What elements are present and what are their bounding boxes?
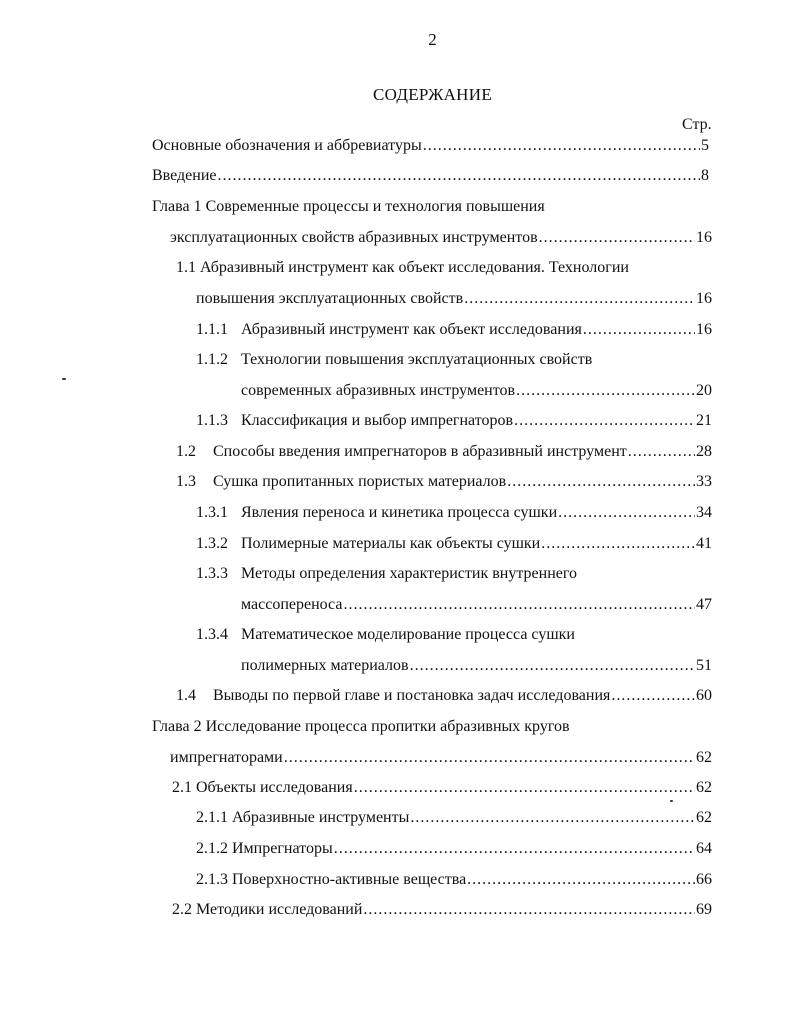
toc-entry-page: 62 <box>696 809 712 826</box>
dot-leader <box>541 534 695 554</box>
toc-entry <box>196 411 712 431</box>
toc-entry-heading-text: Технологии повышения эксплуатационных свойств <box>241 351 593 368</box>
toc-entry-title: массопереноса <box>241 596 343 613</box>
toc-entry-heading-text: Математическое моделирование процесса сушки <box>241 626 575 643</box>
toc-entry <box>176 442 712 462</box>
toc-entry-title: импрегнаторами <box>170 749 283 766</box>
toc-entry-page: 16 <box>696 229 712 246</box>
dot-leader <box>284 748 695 768</box>
toc-entry-title: 2.1.1 Абразивные инструменты <box>196 809 410 826</box>
toc-entry-title: Классификация и выбор импрегнаторов <box>241 412 514 429</box>
scan-speck <box>62 378 66 380</box>
toc-entry-title: Явления переноса и кинетика процесса сушки <box>241 504 558 521</box>
toc-entry-page: 66 <box>696 871 712 888</box>
toc-entry-number: 1.1.1 <box>196 321 228 338</box>
toc-entry-page: 62 <box>696 749 712 766</box>
toc-entry-heading-line <box>196 350 592 370</box>
toc-entry-heading-line <box>196 564 577 584</box>
toc-entry <box>176 472 712 492</box>
toc-entry-title: 2.1 Объекты исследования <box>172 779 353 796</box>
toc-entry <box>176 686 712 706</box>
dot-leader <box>507 472 695 492</box>
toc-entry-title: Способы введения импрегнаторов в абразивный инструмент <box>213 443 627 460</box>
toc-entry <box>196 870 712 890</box>
toc-entry-heading-line: Глава 1 Современные процессы и технология повышения <box>152 198 545 215</box>
toc-entry-page: 41 <box>696 535 712 552</box>
toc-entry <box>196 320 712 340</box>
scan-speck <box>670 800 673 802</box>
toc-entry <box>196 534 712 554</box>
toc-entry <box>172 900 712 920</box>
toc-entry <box>241 656 712 676</box>
dot-leader <box>467 870 695 890</box>
page-column-label: Стр. <box>682 116 712 133</box>
toc-entry-page: 16 <box>696 321 712 338</box>
toc-entry-number: 1.1.3 <box>196 412 228 429</box>
dot-leader <box>363 900 695 920</box>
toc-entry <box>196 839 712 859</box>
dot-leader <box>628 442 695 462</box>
toc-entry <box>241 381 712 401</box>
toc-entry-title: Полимерные материалы как объекты сушки <box>241 535 541 552</box>
toc-entry-number: 1.4 <box>176 687 196 704</box>
toc-entry-title: Сушка пропитанных пористых материалов <box>213 473 507 490</box>
toc-entry-number: 1.2 <box>176 443 196 460</box>
dot-leader <box>343 595 695 615</box>
toc-entry-heading-line: 1.1 Абразивный инструмент как объект исследования. Технологии <box>176 259 629 276</box>
toc-entry-page: 16 <box>696 290 712 307</box>
toc-entry-number: 1.1.2 <box>196 351 228 368</box>
toc-entry-page: 28 <box>696 443 712 460</box>
toc-entry-page: 60 <box>696 687 712 704</box>
toc-entry-title: полимерных материалов <box>241 657 409 674</box>
dot-leader <box>218 166 701 186</box>
toc-entry-heading-text: Методы определения характеристик внутреннего <box>241 565 578 582</box>
toc-entry <box>172 778 712 798</box>
toc-entry-title: Выводы по первой главе и постановка задач исследования <box>213 687 611 704</box>
toc-entry-title: повышения эксплуатационных свойств <box>196 290 464 307</box>
toc-entry-title: Основные обозначения и аббревиатуры <box>152 137 422 154</box>
dot-leader <box>410 656 695 676</box>
dot-leader <box>583 320 695 340</box>
toc-entry-title: Абразивный инструмент как объект исследования <box>241 321 582 338</box>
toc-entry-page: 47 <box>696 596 712 613</box>
dot-leader <box>410 808 695 828</box>
toc-entry-title: Введение <box>152 167 217 184</box>
dot-leader <box>514 411 695 431</box>
toc-entry <box>170 748 712 768</box>
toc-entry <box>196 808 712 828</box>
toc-entry-number: 1.3 <box>176 473 196 490</box>
dot-leader <box>558 503 695 523</box>
toc-entry-page: 5 <box>701 137 709 154</box>
toc-entry-page: 34 <box>696 504 712 521</box>
dot-leader <box>464 289 695 309</box>
toc-entry <box>170 228 712 248</box>
dot-leader <box>516 381 695 401</box>
toc-entry-heading-line <box>196 625 575 645</box>
toc-entry <box>152 166 709 186</box>
toc-entry-page: 8 <box>701 167 709 184</box>
toc-entry-title: современных абразивных инструментов <box>241 382 516 399</box>
toc-entry-page: 20 <box>696 382 712 399</box>
toc-entry-number: 1.3.1 <box>196 504 228 521</box>
toc-entry-title: 2.1.3 Поверхностно-активные вещества <box>196 871 467 888</box>
toc-entry-page: 64 <box>696 840 712 857</box>
toc-entry-title: 2.2 Методики исследований <box>172 901 363 918</box>
toc-entry-page: 51 <box>696 657 712 674</box>
dot-leader <box>334 839 695 859</box>
toc-entry-number: 1.3.2 <box>196 535 228 552</box>
toc-entry <box>196 289 712 309</box>
toc-entry-page: 62 <box>696 779 712 796</box>
toc-entry <box>152 136 709 156</box>
page-number: 2 <box>428 30 437 49</box>
toc-entry-page: 21 <box>696 412 712 429</box>
toc-entry-number: 1.3.3 <box>196 565 228 582</box>
toc-entry-title: 2.1.2 Импрегнаторы <box>196 840 333 857</box>
toc-entry-page: 33 <box>696 473 712 490</box>
toc-entry <box>241 595 712 615</box>
dot-leader <box>539 228 695 248</box>
toc-entry-heading-line: Глава 2 Исследование процесса пропитки абразивных кругов <box>152 718 570 735</box>
toc-entry-title: эксплуатационных свойств абразивных инструментов <box>170 229 538 246</box>
toc-title: СОДЕРЖАНИЕ <box>372 85 493 104</box>
toc-entry-page: 69 <box>696 901 712 918</box>
toc-entry-number: 1.3.4 <box>196 626 228 643</box>
toc-entry <box>196 503 712 523</box>
dot-leader <box>611 686 695 706</box>
dot-leader <box>423 136 700 156</box>
dot-leader <box>354 778 695 798</box>
